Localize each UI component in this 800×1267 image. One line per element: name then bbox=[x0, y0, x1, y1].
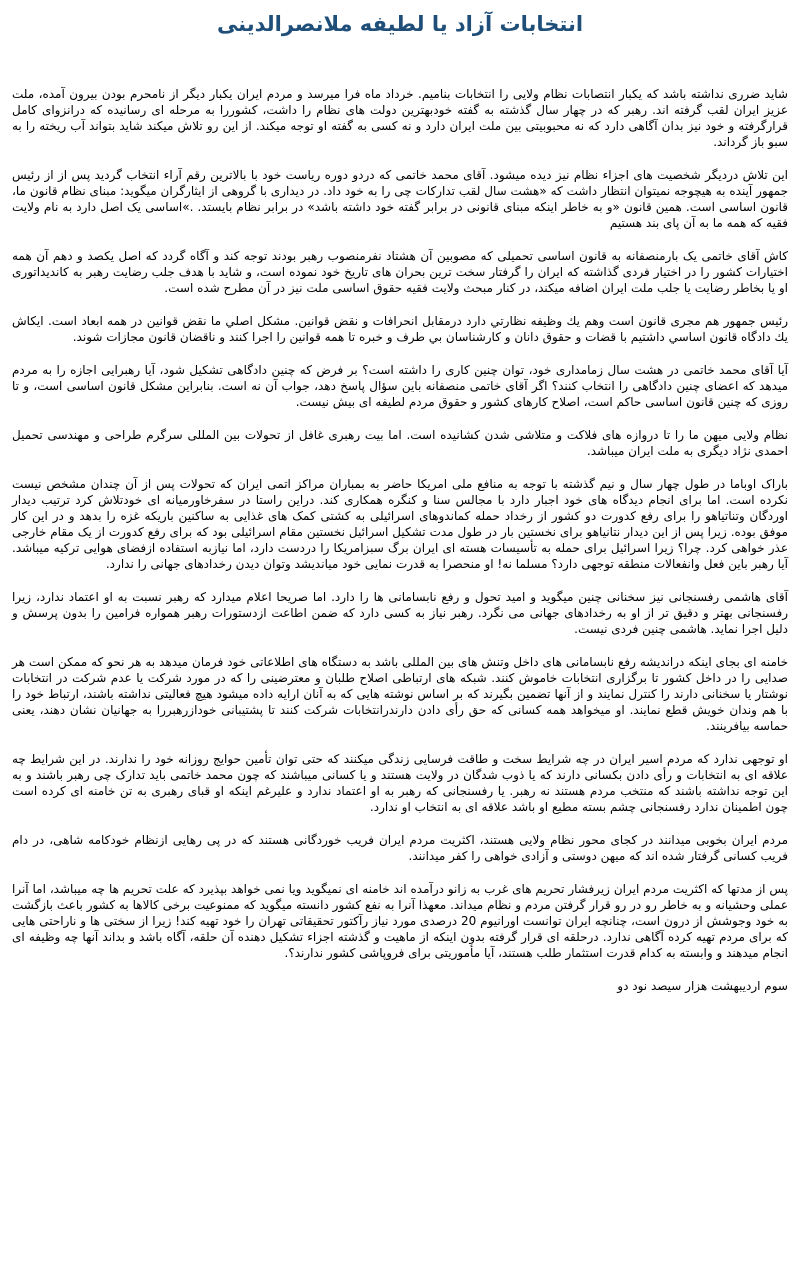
article-paragraph: آیا آقای محمد خاتمی در هشت سال زمامداری خود، توان چنین کاری را داشته است؟ بر فرض که چنین دادگاهی تشکیل شود، آیا رهبرایی اجازه را به مردم میدهد که اعضای چنین دادگاهی را انتخاب کنند؟ اگر آقای خاتمی منصفانه باین سؤال پاسخ دهد، جواب آن نه است. بنابراین مشکل قانون اساسی است، و تا روزی که چنین قانون اساسی حاکم است، اصلاح کارهای کشور و حقوق مردم لطیفه ای بیش نیست. bbox=[12, 363, 788, 409]
article-date-signature: سوم اردیبهشت هزار سیصد نود دو bbox=[617, 979, 788, 993]
article-paragraph: آقای هاشمی رفسنجانی نیز سخنانی چنین میگوید و امید تحول و رفع نابسامانی ها را دارد. اما صریحا اعلام میدارد که رهبر نسبت به او اعتماد ندارد، زیرا رفسنجانی بهتر و دقیق تر از او به رخدادهای جهانی می نگرد. رهبر نیاز به کسی دارد که ضمن اطاعت ازدستورات رهبر همواره فرامین را بدون پرسش و دلیل اجرا نماید. هاشمی چنین فردی نیست. bbox=[12, 590, 788, 636]
article-paragraph: مردم ایران بخوبی میدانند در کجای محور نظام ولایی هستند، اکثریت مردم ایران فریب خوردگانی هستند که در پی رهایی ازنظام خودکامه شاهی، در دام فریب کسانی گرفتار شده اند که میهن دوستی و آزادی خواهی را کفر میدانند. bbox=[12, 833, 788, 863]
article-paragraph: رئیس جمهور هم مجری قانون است وهم یك وظیفه نظارتي دارد درمقابل انحرافات و نقض قوانین. مشکل اصلي ما نقض قوانین در همه ابعاد است. ایکاش یك دادگاه قانون اساسي داشتیم با قضات و حقوق دانان و کارشناسان بي طرف و خبره تا همه قوانین را اجرا کنند و ناقضان قانون مجازات شوند. bbox=[12, 314, 788, 344]
article-title: انتخابات آزاد یا لطیفه ملانصرالدینی bbox=[216, 12, 584, 36]
article-paragraph: این تلاش دردیگر شخصیت های اجزاء نظام نیز دیده میشود. آقای محمد خاتمی که دردو دوره ریاست خود با بالاترین رقم آراء انتخاب گردید پس از از رئیس جمهور آینده به هیچوجه نمیتوان انتظار داشت که «هشت سال لقب تداركات چی را به خود داد. در دیداری با گروهی از ایثارگران میگوید: مبنای نظام قانون ما، قانون اساسی است. همین قانون «و به خاطر اینکه مبنای قانونی در برابر گفته خود داشته باشد» در برابر نظام بایستد. .»اساسی یک اصل دارد به نام ولایت فقیه که همه ما به آن پای بند هستیم bbox=[12, 168, 788, 230]
article-paragraph: او توجهی ندارد که مردم اسیر ایران در چه شرایط سخت و طاقت فرسایی زندگی میکنند که حتی توان تأمین حوایج روزانه خود را ندارند. در این شرایط چه علاقه ای به انتخابات و رأی دادن بکسانی دارند که یا ذوب شدگان در ولایت هستند و یا کسانی میباشند که چون محمد خاتمی باید تدارک چی رهبر باشند و به این توجه نداشته باشند که منتخب مردم هستند نه رهبر. یا رفسنجانی که رهبر به او اعتماد ندارد و علیرغم اینکه او قبای رهبری به تن خامنه ای کرده است چون اطمینان ندارد رفسنجانی چشم بسته مطیع او باشد علاقه ای به انتخاب او ندارد. bbox=[12, 752, 788, 814]
article-paragraph: شاید ضرری نداشته باشد که یکبار انتصابات نظام ولایی را انتخابات بنامیم. خرداد ماه فرا میرسد و مردم ایران یکبار دیگر از نامحرم بودن بیرون آمده، ملت عزیز ایران لقب گرفته اند. رهبر که در چهار سال گذشته به گفته خودبهترین دولت های نظام را داشت، کشوررا به مرحله ای رسانیده که درانزوای کامل قرارگرفته و خود نیز بدان آگاهی دارد که نه محبوبیتی بین ملت ایران دارد و نه کسی به گفته او توجه میکند. از این رو تلاش میکند شاید بتواند آب ریخته را به سبو باز گرداند. bbox=[12, 87, 788, 149]
article-paragraph: باراک اوباما در طول چهار سال و نیم گذشته با توجه به منافع ملی امریکا حاضر به بمباران مراکز اتمی ایران که تحولات پس از آن چندان مشخص نیست نکرده است. اما برای انجام دیدگاه های خود اجبار دارد با مجالس سنا و کنگره همکاری کند. دراین راستا در سفرخاورمیانه ای خودتلاش کرد ترتیب دیدار اوردگان وتناتیاهو را برای رفع کدورت دو کشور از رخداد حمله کماندوهای اسرائیلی به کشتی کمک های غذایی به ساکنین باریکه غزه را بدهد و در این کار موفق بوده. زیرا پس از این دیدار نتانیاهو برای نخستین بار در طول مدت تشکیل اسرائیل نخستین مقام اسرائیلی بود که برای رفع کدورت از یک مقام خارجی عذر خواهی کرد. چرا؟ زیرا اسرائیل برای حمله به تأسیسات هسته ای ایران برگ سبزامریکا را دردست دارد، اما نیازبه استفاده ازفضای هوایی ترکیه میباشد. آیا رهبر باین فعل وانفعالات منطقه توجهی دارد؟ مسلما نه! او منحصرا به قدرت نمایی خود میاندیشد وتوان دیدن رخدادهای جهانی را ندارد. bbox=[12, 477, 788, 571]
article-paragraph: پس از مدتها که اکثریت مردم ایران زیرفشار تحریم های غرب به زانو درآمده اند خامنه ای نمیگوید ویا نمی خواهد بپذیرد که علت تحریم ها چه میباشد، اما آنرا عملی وحشیانه و به خاطر رو در رو قرار گرفتن مردم و نظام میداند. معهذا آنرا به نفع کشور دانسته میگوید که ممنوعیت برخی کالاها به کشور باعث بازگشت به خود وجوشش از درون است، چنانچه ایران توانست اورانیوم 20 درصدی مورد نیاز رآکتور تحقیقاتی تهران را خود تهیه کند! زیرا از سختی ها و ناراحتی هایی که برای مردم تهیه کرده آگاهی ندارد. درحلقه ای قرار گرفته بدون اینکه از ماهیت و گذشته اجزاء تشکیل دهنده آن حلقه، آگاه باشد و بداند آنها چه وظیفه ای انجام میدهند و وابسته به کدام قدرت استثمار طلب هستند، آیا مأموریتی برای فروپاشی کشور ندارند؟. bbox=[12, 882, 788, 960]
article-paragraph: نظام ولایی میهن ما را تا دروازه های فلاکت و متلاشی شدن کشانیده است. اما بیت رهبری غافل از تحولات بین المللی سرگرم طراحی و مهندسی تحمیل احمدی نژاد دیگری به ملت ایران میباشد. bbox=[12, 428, 788, 458]
article-paragraph: خامنه ای بجای اینکه دراندیشه رفع نابسامانی های داخل وتنش های بین المللی باشد به دستگاه های اطلاعاتی خود فرمان میدهد به هر نحو که ممکن است هر صدایی را در داخل کشور تا برگزاری انتخابات خاموش کنند. شبکه های ارتباطی اصلاح طلبان و معترضینی را که در مورد شرکت یا عدم شرکت در انتخابات نوشتار یا سخنانی دارند را کنترل نمایند و از آنها تضمین بگیرند که بر اساس نوشته هایی که به آنان ارایه داده میشود هیچ فعالیتی نداشته باشند، ارتباط خود را با هم وندان خویش قطع نمایند. او میخواهد همه کسانی که حق رأی دادن دارندرانتخابات شرکت کنند تا پشتیبانی خودازرهبررا به جهانیان نشان دهند، یعنی حماسه بیافرینند. bbox=[12, 655, 788, 733]
article-body bbox=[12, 86, 788, 994]
article-paragraph: کاش آقای خاتمی یک بارمنصفانه به قانون اساسی تحمیلی که مصوبین آن هشتاد نفرمنصوب رهبر بودند توجه کند و آگاه گردد که اصل یکصد و دهم آن همه اختیارات کشور را در اختیار فردی گذاشته که ایران را گرفتار سخت ترین بحران های تاریخ خود نموده است، و شاید با هدف جلب رضایت رهبر به کاندیداتوری او یا بخاطر رضایت یا جلب ملت ایران اضافه میکند، در کنار مبحث ولایت فقیه حقوق اساسی ملت نیز در آن مطرح شده است. bbox=[12, 249, 788, 295]
